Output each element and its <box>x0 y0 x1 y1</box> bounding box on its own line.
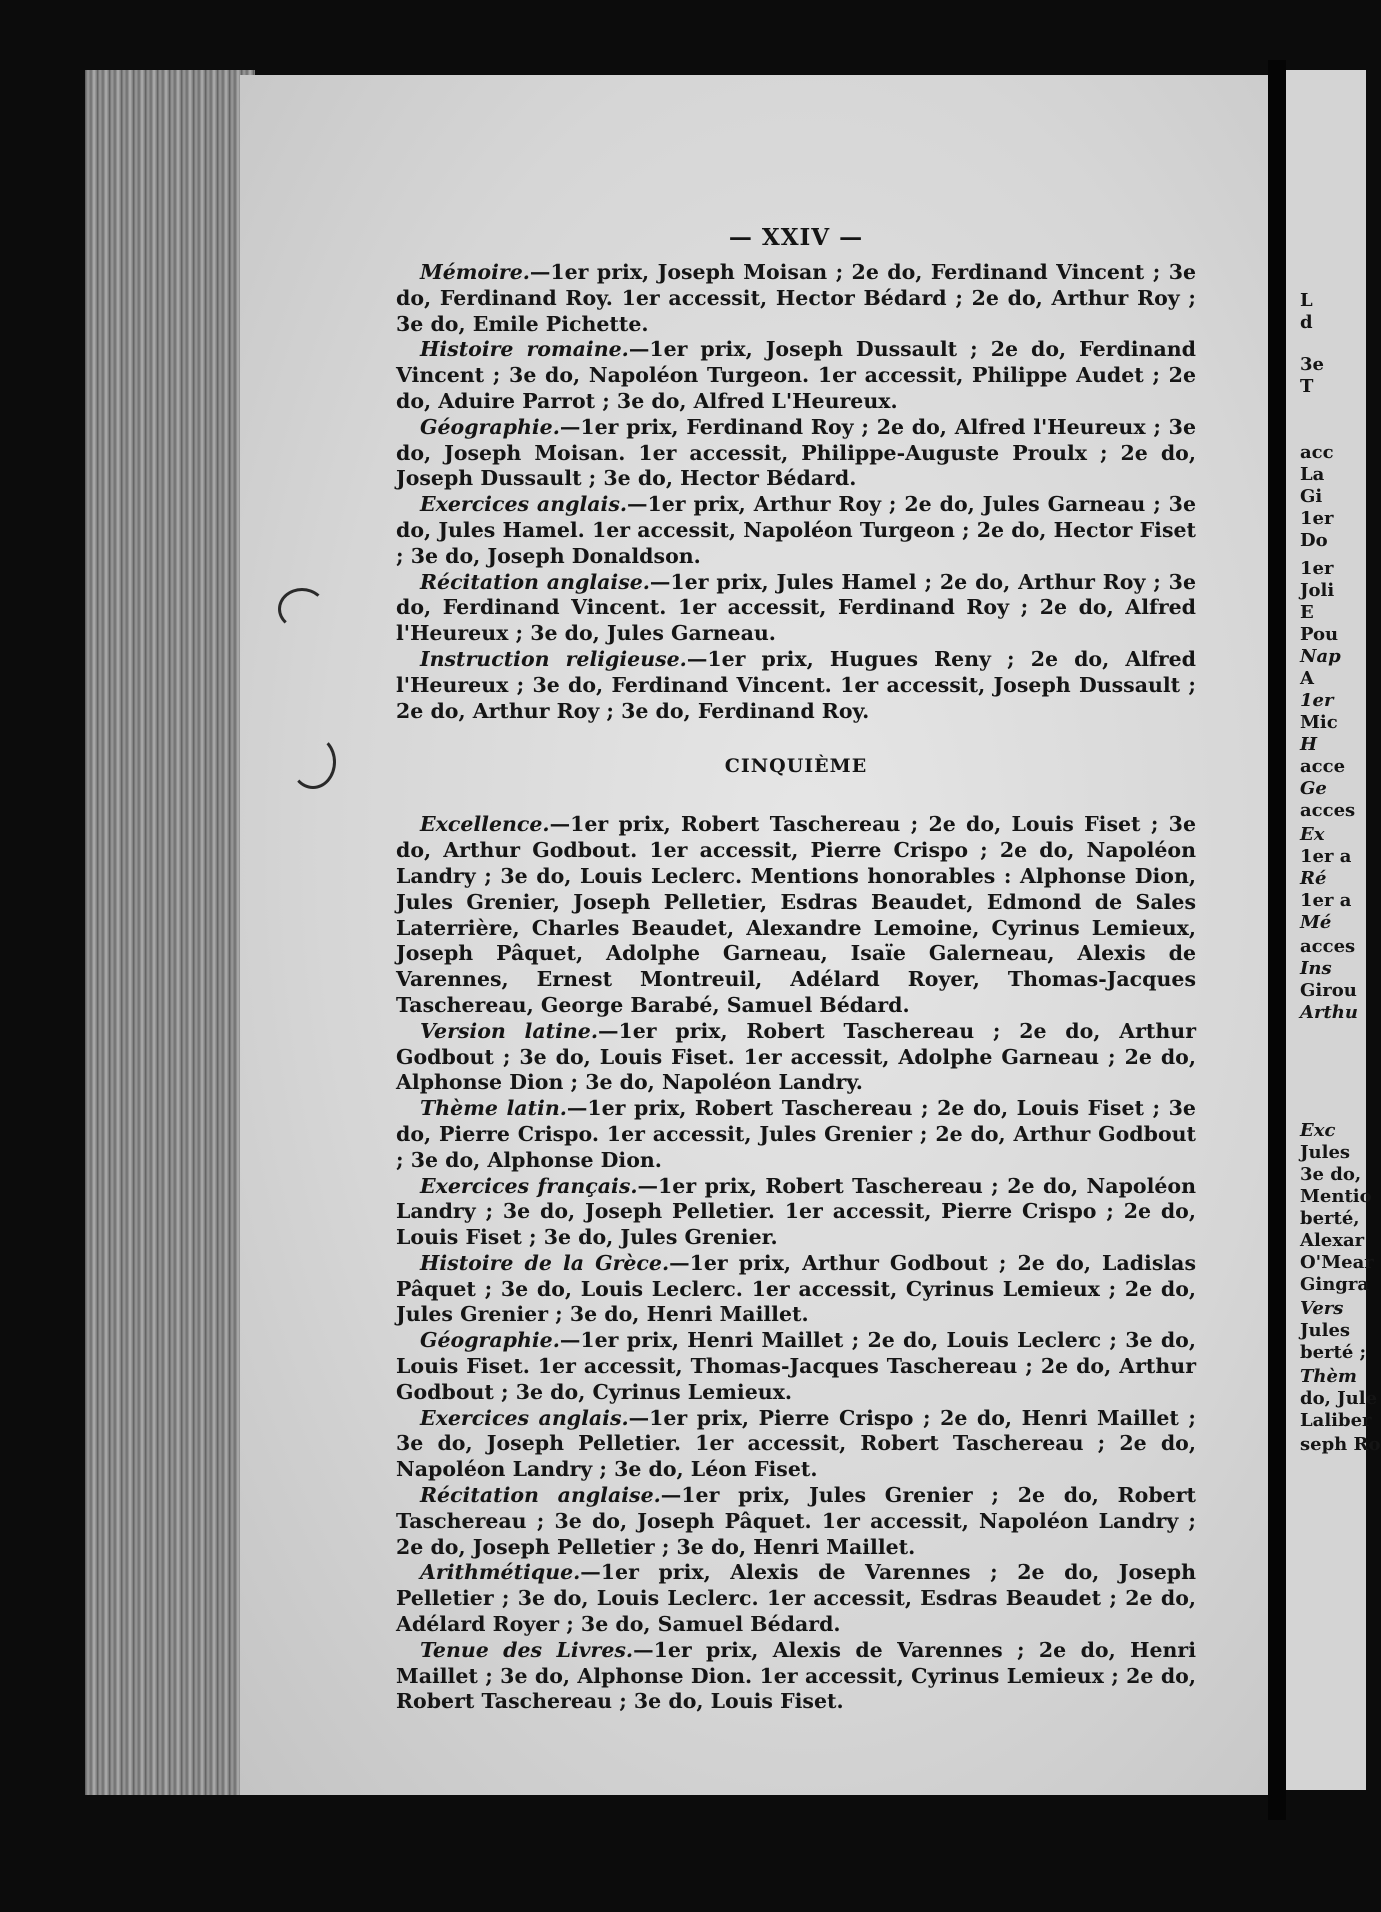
right-page-fragment: Thèm <box>1300 1366 1357 1387</box>
subject-label: Récitation anglaise. <box>420 1483 661 1508</box>
subject-label: Version latine. <box>420 1018 598 1043</box>
right-page-fragment: acce <box>1300 756 1346 777</box>
subject-label: Excellence. <box>420 812 550 837</box>
right-page-fragment: H <box>1300 734 1318 755</box>
subject-label: Exercices anglais. <box>420 1405 629 1430</box>
right-page-fragment: Joli <box>1300 580 1335 601</box>
right-page-fragment: Ge <box>1300 778 1327 799</box>
prize-entry <box>396 415 1196 492</box>
book-page-edges <box>85 70 255 1795</box>
prize-text: —1er prix, Robert Taschereau ; 2e do, Arthur Godbout ; 3e do, Louis Fiset. 1er accessit, Adolphe Garneau ; 2e do, Alphonse Dion ; 3e do, Napoléon Landry. <box>396 1018 1196 1095</box>
right-page-fragment: do, Jule <box>1300 1388 1378 1409</box>
prize-text: —1er prix, Joseph Moisan ; 2e do, Ferdinand Vincent ; 3e do, Ferdinand Roy. 1er accessit, Hector Bédard ; 2e do, Arthur Roy ; 3e do, Emile Pichette. <box>396 260 1196 336</box>
right-page-fragment: d <box>1300 312 1313 333</box>
right-page-fragment: acc <box>1300 442 1334 463</box>
prize-text: —1er prix, Jules Grenier ; 2e do, Robert Taschereau ; 3e do, Joseph Pâquet. 1er accessit, Napoléon Landry ; 2e do, Joseph Pelletier ; 3e do, Henri Maillet. <box>396 1483 1196 1559</box>
prize-text: —1er prix, Robert Taschereau ; 2e do, Louis Fiset ; 3e do, Pierre Crispo. 1er accessit, Jules Grenier ; 2e do, Arthur Godbout ; 3e do, Alphonse Dion. <box>396 1096 1196 1172</box>
prize-entry <box>396 1251 1196 1328</box>
right-page-fragment: O'Mear <box>1300 1252 1374 1273</box>
right-page-fragment: Ré <box>1300 868 1327 889</box>
prize-entry <box>396 1638 1196 1715</box>
prize-text: —1er prix, Pierre Crispo ; 2e do, Henri Maillet ; 3e do, Joseph Pelletier. 1er accessit, Robert Taschereau ; 2e do, Napoléon Landry ; 3e do, Léon Fiset. <box>396 1405 1196 1482</box>
right-page-fragment: Jules <box>1300 1320 1351 1341</box>
prize-entry <box>396 1406 1196 1483</box>
prize-list-cinquieme <box>396 812 1196 1715</box>
prize-text: —1er prix, Arthur Godbout ; 2e do, Ladislas Pâquet ; 3e do, Louis Leclerc. 1er accessit, Cyrinus Lemieux ; 2e do, Jules Grenier ; 3e do, Henri Maillet. <box>396 1250 1196 1327</box>
subject-label: Instruction religieuse. <box>420 646 687 671</box>
subject-label: Arithmétique. <box>420 1560 581 1585</box>
prize-entry <box>396 1019 1196 1096</box>
right-page-fragment: 3e <box>1300 354 1324 375</box>
right-page-fragment: E <box>1300 602 1314 623</box>
prize-text: —1er prix, Arthur Roy ; 2e do, Jules Garneau ; 3e do, Jules Hamel. 1er accessit, Napoléon Turgeon ; 2e do, Hector Fiset ; 3e do, Joseph Donaldson. <box>396 492 1196 568</box>
right-page-fragment: Vers <box>1300 1298 1344 1319</box>
right-page-fragment: Mentio <box>1300 1186 1372 1207</box>
right-page-fragment: 3e do, <box>1300 1164 1362 1185</box>
prize-text: —1er prix, Alexis de Varennes ; 2e do, Joseph Pelletier ; 3e do, Louis Leclerc. 1er accessit, Esdras Beaudet ; 2e do, Adélard Royer ; 3e do, Samuel Bédard. <box>396 1560 1196 1637</box>
right-page-fragment: T <box>1300 376 1314 397</box>
book-gutter <box>1268 60 1286 1820</box>
prize-text: —1er prix, Jules Hamel ; 2e do, Arthur Roy ; 3e do, Ferdinand Vincent. 1er accessit, Ferdinand Roy ; 2e do, Alfred l'Heureux ; 3e do, Jules Garneau. <box>396 569 1196 646</box>
prize-text: —1er prix, Alexis de Varennes ; 2e do, Henri Maillet ; 3e do, Alphonse Dion. 1er accessit, Cyrinus Lemieux ; 2e do, Robert Taschereau ; 3e do, Louis Fiset. <box>396 1637 1196 1714</box>
pen-mark-bottom <box>290 735 336 789</box>
right-page-fragment: 1er a <box>1300 890 1352 911</box>
right-page-fragment: La <box>1300 464 1325 485</box>
right-page-fragment: A <box>1300 668 1314 689</box>
right-page-fragment: Mic <box>1300 712 1338 733</box>
prize-entry <box>396 1096 1196 1173</box>
right-page-fragment: Ins <box>1300 958 1332 979</box>
right-page-fragment: Girou <box>1300 980 1357 1001</box>
prize-text: —1er prix, Joseph Dussault ; 2e do, Ferdinand Vincent ; 3e do, Napoléon Turgeon. 1er accessit, Philippe Audet ; 2e do, Aduire Parrot ; 3e do, Alfred L'Heureux. <box>396 337 1197 413</box>
prize-entry <box>396 570 1196 647</box>
right-page-fragment: Mé <box>1300 912 1332 933</box>
prize-entry <box>396 492 1196 569</box>
subject-label: Mémoire. <box>420 260 530 284</box>
pen-mark-top <box>278 588 326 630</box>
right-page-fragment: Arthu <box>1300 1002 1358 1023</box>
prize-entry <box>396 337 1196 414</box>
right-page-fragment: Gi <box>1300 486 1323 507</box>
subject-label: Tenue des Livres. <box>420 1637 634 1662</box>
prize-entry <box>396 260 1196 337</box>
right-page-fragment: acces <box>1300 936 1356 957</box>
right-page-fragment: Do <box>1300 530 1328 551</box>
prize-text: —1er prix, Robert Taschereau ; 2e do, Louis Fiset ; 3e do, Arthur Godbout. 1er accessit, Pierre Crispo ; 2e do, Napoléon Landry ; 3e do, Louis Leclerc. Mentions honorables : Alphonse Dion, Jules Grenier, Joseph Pelletier, Esdras Beaudet, Edmond de Sales Laterrière, Charles Beaudet, Alexandre Lemoine, Cyrinus Lemieux, Joseph Pâquet, Adolphe Garneau, Isaïe Galerneau, Alexis de Varennes, Ernest Montreuil, Adélard Royer, Thomas-Jacques Taschereau, George Barabé, Samuel Bédard. <box>396 812 1196 1017</box>
right-page-fragment: Nap <box>1300 646 1341 667</box>
prize-text: —1er prix, Robert Taschereau ; 2e do, Napoléon Landry ; 3e do, Joseph Pelletier. 1er accessit, Pierre Crispo ; 2e do, Louis Fiset ; 3e do, Jules Grenier. <box>396 1173 1196 1250</box>
right-page-fragment: berté, <box>1300 1208 1360 1229</box>
right-page-fragment: L <box>1300 290 1313 311</box>
subject-label: Exercices anglais. <box>420 492 627 517</box>
right-page-fragment: berté ; <box>1300 1342 1367 1363</box>
right-page-fragment: 1er a <box>1300 846 1352 867</box>
prize-entry <box>396 1560 1196 1637</box>
subject-label: Récitation anglaise. <box>420 569 650 594</box>
prize-entry <box>396 1174 1196 1251</box>
subject-label: Géographie. <box>420 414 560 439</box>
section-heading-cinquieme: CINQUIÈME <box>724 755 868 778</box>
right-page-fragment: seph Ro <box>1300 1434 1381 1455</box>
subject-label: Géographie. <box>420 1328 560 1353</box>
prize-entry <box>396 647 1196 724</box>
subject-label: Histoire de la Grèce. <box>420 1250 670 1275</box>
prize-entry <box>396 1483 1196 1560</box>
page-body <box>396 224 1196 1715</box>
right-page-fragment: Alexar <box>1300 1230 1365 1251</box>
prize-entry <box>396 1328 1196 1405</box>
page-number: — XXIV — <box>728 224 864 251</box>
right-page-fragment: Gingra <box>1300 1274 1370 1295</box>
right-page-fragment: 1er <box>1300 558 1334 579</box>
right-page-fragment: acces <box>1300 800 1356 821</box>
right-page-fragment: 1er <box>1300 508 1334 529</box>
right-page-fragment: Ex <box>1300 824 1325 845</box>
prize-text: —1er prix, Ferdinand Roy ; 2e do, Alfred l'Heureux ; 3e do, Joseph Moisan. 1er accessit, Philippe-Auguste Proulx ; 2e do, Joseph Dussault ; 3e do, Hector Bédard. <box>396 414 1196 491</box>
prize-text: —1er prix, Hugues Reny ; 2e do, Alfred l'Heureux ; 3e do, Ferdinand Vincent. 1er accessit, Joseph Dussault ; 2e do, Arthur Roy ; 3e do, Ferdinand Roy. <box>396 646 1197 723</box>
prize-list-quatrieme <box>396 260 1196 724</box>
right-page-fragment: Jules <box>1300 1142 1351 1163</box>
prize-text: —1er prix, Henri Maillet ; 2e do, Louis Leclerc ; 3e do, Louis Fiset. 1er accessit, Thomas-Jacques Taschereau ; 2e do, Arthur Godbout ; 3e do, Cyrinus Lemieux. <box>396 1328 1196 1404</box>
right-page-fragment: Exc <box>1300 1120 1336 1141</box>
subject-label: Exercices français. <box>420 1173 638 1198</box>
subject-label: Histoire romaine. <box>420 337 629 362</box>
subject-label: Thème latin. <box>420 1096 567 1121</box>
right-page-fragment: Pou <box>1300 624 1339 645</box>
right-page-fragment: 1er <box>1300 690 1334 711</box>
right-page-fragment: Laliber <box>1300 1410 1372 1431</box>
prize-entry <box>396 812 1196 1018</box>
